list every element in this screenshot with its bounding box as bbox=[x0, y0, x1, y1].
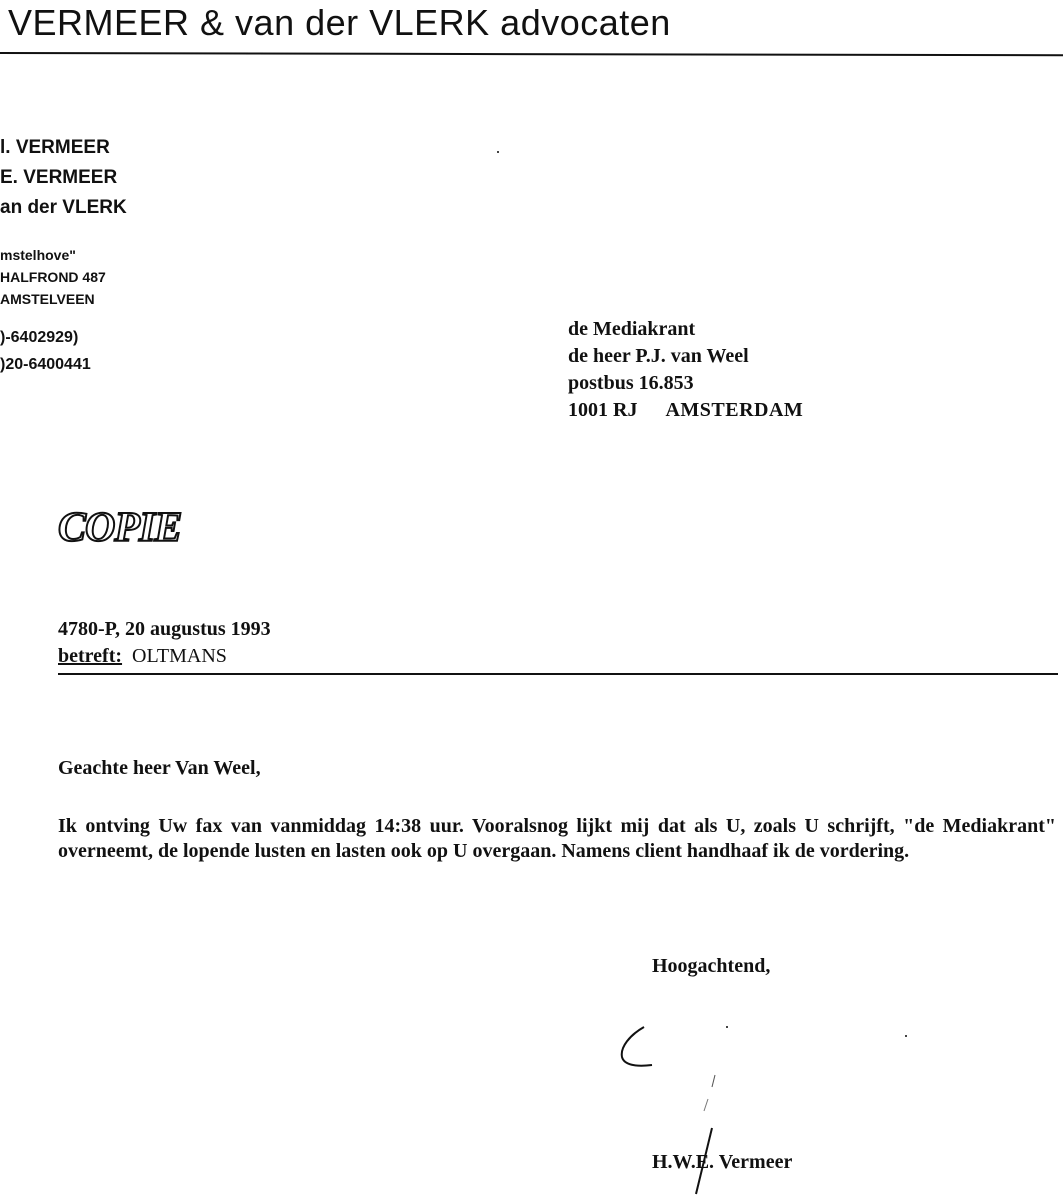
scan-speck bbox=[726, 1026, 728, 1028]
signer-name: H.W.E. Vermeer bbox=[652, 1151, 793, 1173]
addressee-postcode-city bbox=[568, 397, 803, 424]
office-street: HALFROND 487 bbox=[0, 269, 106, 285]
phone-number: )-6402929) bbox=[0, 329, 79, 346]
handwritten-signature bbox=[600, 1015, 780, 1135]
office-city: AMSTELVEEN bbox=[0, 291, 95, 307]
subject-divider bbox=[58, 673, 1058, 675]
addressee-postbox: postbus 16.853 bbox=[568, 372, 694, 394]
phone-numbers bbox=[0, 324, 91, 378]
closing: Hoogachtend, bbox=[652, 955, 771, 977]
addressee-city: AMSTERDAM bbox=[665, 399, 804, 421]
letter-body: Ik ontving Uw fax van vanmiddag 14:38 uur. Vooralsnog lijkt mij dat als U, zoals U schrijft, "de Mediakrant" overneemt, de lopende lusten en lasten ook op U overgaan. Namens client handhaaf ik de vordering. bbox=[58, 815, 1056, 862]
partner-name: l. VERMEER bbox=[0, 137, 110, 158]
firm-name: VERMEER & van der VLERK advocaten bbox=[8, 2, 671, 43]
addressee-postcode: 1001 RJ bbox=[568, 399, 638, 421]
scan-speck bbox=[905, 1035, 907, 1037]
partner-name: an der VLERK bbox=[0, 197, 127, 218]
signature-stroke bbox=[680, 1120, 720, 1200]
letterhead-divider bbox=[0, 52, 1063, 56]
reference-line: 4780-P, 20 augustus 1993 bbox=[58, 618, 271, 640]
scan-speck bbox=[497, 151, 499, 153]
office-address bbox=[0, 244, 106, 310]
fax-number: )20-6400441 bbox=[0, 356, 91, 373]
partner-name: E. VERMEER bbox=[0, 167, 118, 188]
subject-label: betreft: bbox=[58, 645, 123, 667]
partners-list bbox=[0, 133, 127, 223]
subject-line bbox=[58, 645, 227, 668]
addressee-block bbox=[568, 316, 803, 424]
office-building: mstelhove" bbox=[0, 247, 76, 263]
salutation: Geachte heer Van Weel, bbox=[58, 757, 261, 779]
subject-value: OLTMANS bbox=[132, 645, 227, 667]
addressee-company: de Mediakrant bbox=[568, 318, 696, 340]
addressee-person: de heer P.J. van Weel bbox=[568, 345, 749, 367]
copy-stamp: COPIE bbox=[58, 505, 182, 551]
